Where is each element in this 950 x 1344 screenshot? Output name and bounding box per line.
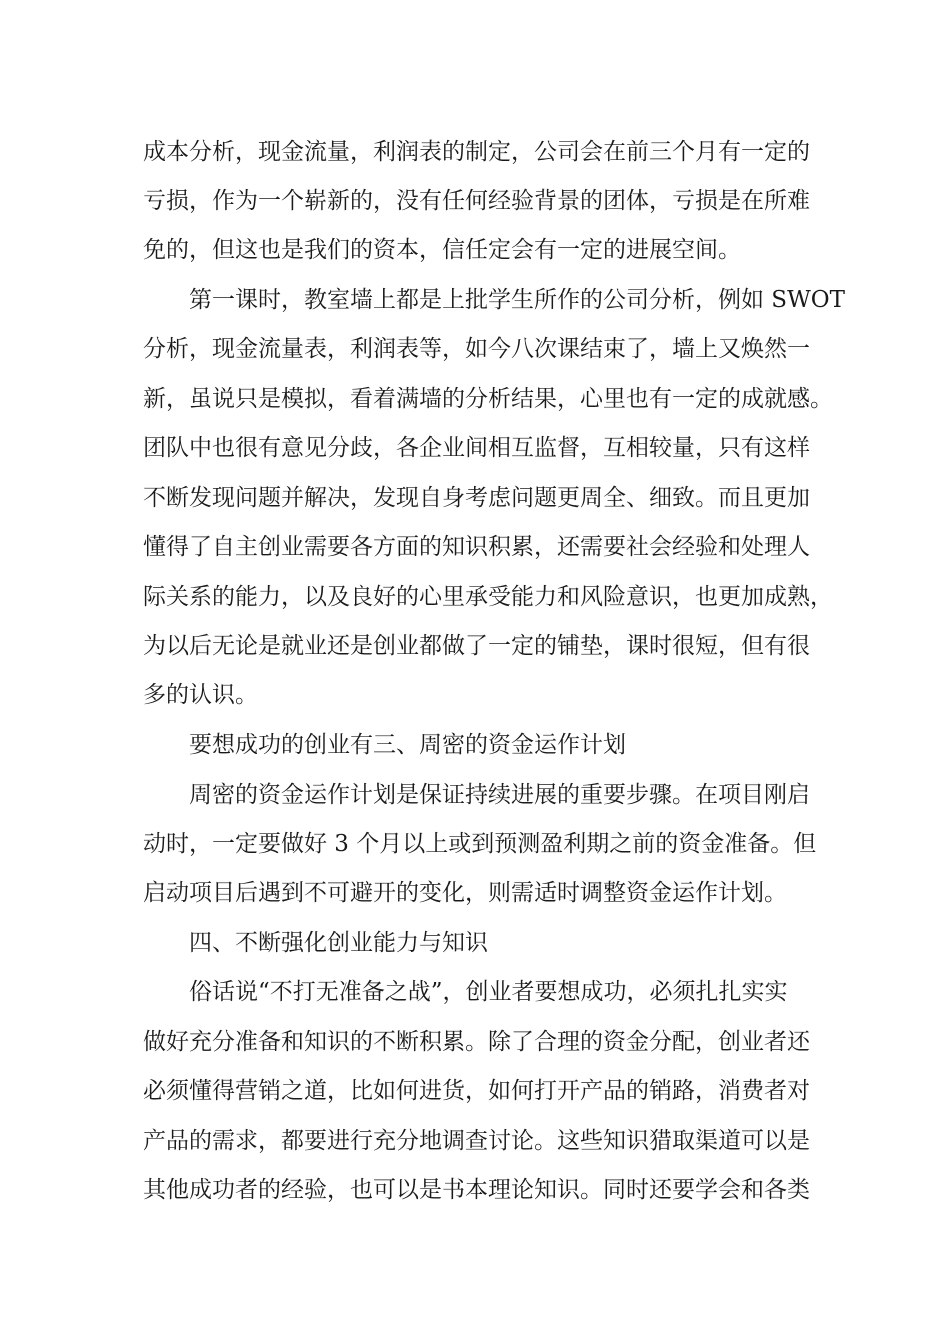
section-heading: 要想成功的创业有三、周密的资金运作计划: [189, 732, 626, 758]
text-line: 多的认识。: [143, 682, 258, 708]
text-line: 不断发现问题并解决，发现自身考虑问题更周全、细致。而且更加: [143, 485, 810, 511]
text-line: 动时，一定要做好 3 个月以上或到预测盈利期之前的资金准备。但: [143, 831, 817, 857]
paragraph-first-line: 周密的资金运作计划是保证持续进展的重要步骤。在项目刚启: [189, 782, 810, 808]
text-line: 团队中也很有意见分歧，各企业间相互监督，互相较量，只有这样: [143, 435, 810, 461]
text-line: 新，虽说只是模拟，看着满墙的分析结果，心里也有一定的成就感。: [143, 386, 833, 412]
text-line: 成本分析，现金流量，利润表的制定，公司会在前三个月有一定的: [143, 139, 810, 165]
paragraph-first-line: 第一课时，教室墙上都是上批学生所作的公司分析，例如 SWOT: [189, 287, 845, 313]
text-line: 分析，现金流量表，利润表等，如今八次课结束了，墙上又焕然一: [143, 336, 810, 362]
text-line: 必须懂得营销之道，比如何进货，如何打开产品的销路，消费者对: [143, 1078, 810, 1104]
text-line: 际关系的能力，以及良好的心里承受能力和风险意识，也更加成熟，: [143, 584, 833, 610]
text-line: 亏损，作为一个崭新的，没有任何经验背景的团体，亏损是在所难: [143, 188, 810, 214]
section-heading: 四、不断强化创业能力与知识: [189, 930, 488, 956]
text-line: 为以后无论是就业还是创业都做了一定的铺垫，课时很短，但有很: [143, 633, 810, 659]
text-line: 启动项目后遇到不可避开的变化，则需适时调整资金运作计划。: [143, 880, 787, 906]
text-line: 做好充分准备和知识的不断积累。除了合理的资金分配，创业者还: [143, 1029, 810, 1055]
text-line: 产品的需求，都要进行充分地调查讨论。这些知识猎取渠道可以是: [143, 1128, 810, 1154]
text-line: 懂得了自主创业需要各方面的知识积累，还需要社会经验和处理人: [143, 534, 810, 560]
text-line: 其他成功者的经验，也可以是书本理论知识。同时还要学会和各类: [143, 1177, 810, 1203]
paragraph-first-line: 俗话说“不打无准备之战”，创业者要想成功，必须扎扎实实: [189, 979, 788, 1005]
text-line: 免的，但这也是我们的资本，信任定会有一定的进展空间。: [143, 237, 741, 263]
